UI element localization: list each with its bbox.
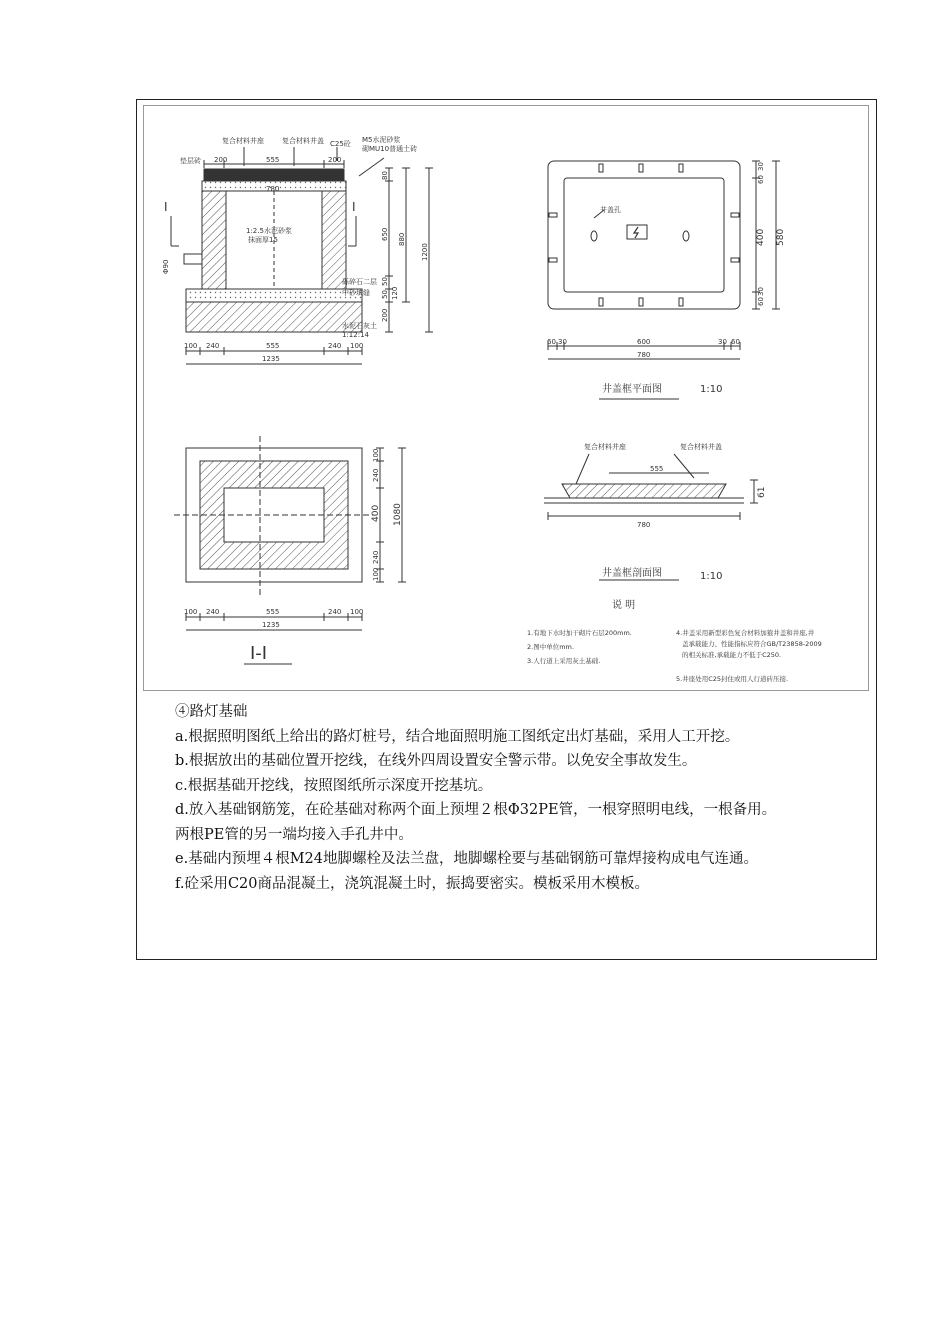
dim-30b: 30 [718,338,727,346]
callout-c25: C25砼 [330,140,351,148]
dim-b-240b: 240 [328,608,342,616]
dim-b-240a: 240 [206,608,220,616]
callout-seat: 复合材料井座 [584,443,626,451]
dim-v-50a: 50 [381,277,389,286]
cover-plan-labels [547,162,786,395]
dim-v-120: 120 [391,286,399,300]
dim-top-mid: 555 [266,156,280,164]
dim-v-240b: 240 [372,550,380,564]
callout-cushion: 垫层砖 [180,157,201,165]
callout-sand: 中砂填缝 [342,289,370,297]
text-line-d-cont: 两根PE管的另一端均接入手孔井中。 [175,826,413,843]
section-text [175,700,865,896]
construction-drawing [143,105,869,691]
dim-v-80: 80 [381,171,389,180]
section-mark-left: I [164,200,168,214]
text-line-a: a.根据照明图纸上给出的路灯桩号，结合地面照明施工图纸定出灯基础，采用人工开挖。 [175,728,740,745]
dim-b-555: 555 [266,342,280,350]
dim-pipe: Φ90 [162,259,170,274]
section-heading: ④路灯基础 [175,704,248,720]
dim-v-200: 200 [381,308,389,322]
callout-lime: 水泥石灰土 [342,322,377,330]
note-4b: 盖承载能力、性能指标应符合GB/T23858-2009 [682,640,822,648]
dim-inner-780: 780 [266,185,280,193]
note-1: 1.有地下水时加干砌片石层200mm. [527,629,632,637]
text-line-f: f.砼采用C20商品混凝土，浇筑混凝土时，振捣要密实。模板采用木模板。 [175,875,650,892]
dim-61: 61 [757,486,767,498]
callout-m5: M5水泥砂浆 [362,136,401,144]
callout-mu10: 砌MU10普通土砖 [362,145,418,153]
text-line-e: e.基础内预埋４根M24地脚螺栓及法兰盘，地脚螺栓要与基础钢筋可靠焊接构成电气连通。 [175,851,758,867]
note-4a: 4.井盖采用新型彩色复合材料加箍井盖和井座,井 [676,629,815,637]
callout-ratio: 1:12:14 [342,331,369,339]
dim-b-555: 555 [266,608,280,616]
dim-b-100b: 100 [350,608,364,616]
dim-b-total: 1235 [262,355,280,363]
dim-v-60a: 60 [757,175,765,184]
note-3: 3.人行道上采用灰土基础. [527,657,601,665]
note-5: 5.井座处用C25封住或用人行道砖压接. [676,675,789,683]
dim-top-right: 200 [328,156,342,164]
dim-v-1080: 1080 [393,503,403,526]
drawing-notes [527,598,822,683]
dim-v-580: 580 [776,228,786,246]
dim-60a: 60 [547,338,556,346]
note-4c: 的相关标准,承载能力不低于C250. [682,651,782,659]
dim-b-100a: 100 [184,342,198,350]
callout-plaster: 1:2.5水泥砂浆 [246,227,292,235]
text-line-b: b.根据放出的基础位置开挖线，在线外四周设置安全警示带。以免安全事故发生。 [175,753,697,769]
drawing-svg [144,106,870,692]
dim-b-100b: 100 [350,342,364,350]
dim-v-1200: 1200 [421,243,429,261]
callout-gravel: 砾碎石二层 [342,278,377,286]
dim-v-100b: 100 [372,567,380,581]
dim-v-60b: 60 [757,297,765,306]
section-mark-right: I [352,200,356,214]
cover-section-scale: 1:10 [700,571,723,582]
cover-section-title: 井盖框剖面图 [602,568,662,579]
dim-555: 555 [650,465,664,473]
plan-view-title: I-I [250,643,268,664]
dim-v-650: 650 [381,227,389,241]
dim-v-50b: 50 [381,290,389,299]
note-2: 2.图中单位mm. [527,643,574,651]
dim-v-880: 880 [398,232,406,246]
dim-b-240a: 240 [206,342,220,350]
dim-b-240b: 240 [328,342,342,350]
callout-cover: 复合材料井盖 [680,443,722,451]
notes-title: 说 明 [612,600,636,611]
dim-600: 600 [637,338,651,346]
callout-well-cover: 复合材料井盖 [282,137,324,145]
cover-plan-title: 井盖框平面图 [602,384,662,395]
dim-60b: 60 [731,338,740,346]
callout-plaster-thickness: 抹面厚15 [248,236,278,244]
cover-plan-scale: 1:10 [700,384,723,395]
hole-label: 井盖孔 [600,206,621,214]
callout-well-seat: 复合材料井座 [222,137,264,145]
dim-v-30b: 30 [757,287,765,296]
dim-30a: 30 [558,338,567,346]
dim-b-100a: 100 [184,608,198,616]
text-line-c: c.根据基础开挖线，按照图纸所示深度开挖基坑。 [175,777,493,794]
dim-780: 780 [637,521,651,529]
dim-780: 780 [637,351,651,359]
dim-v-400: 400 [371,504,381,522]
dim-top-left: 200 [214,156,228,164]
dim-v-400: 400 [756,228,766,246]
dim-v-240a: 240 [372,468,380,482]
dim-v-30a: 30 [757,162,765,171]
cover-frame-plan [548,161,780,399]
text-line-d: d.放入基础钢筋笼，在砼基础对称两个面上预埋２根Φ32PE管，一根穿照明电线，一根备用。 [175,802,777,818]
dim-v-100a: 100 [372,448,380,462]
dim-b-total: 1235 [262,621,280,629]
well-section-view [171,147,433,364]
